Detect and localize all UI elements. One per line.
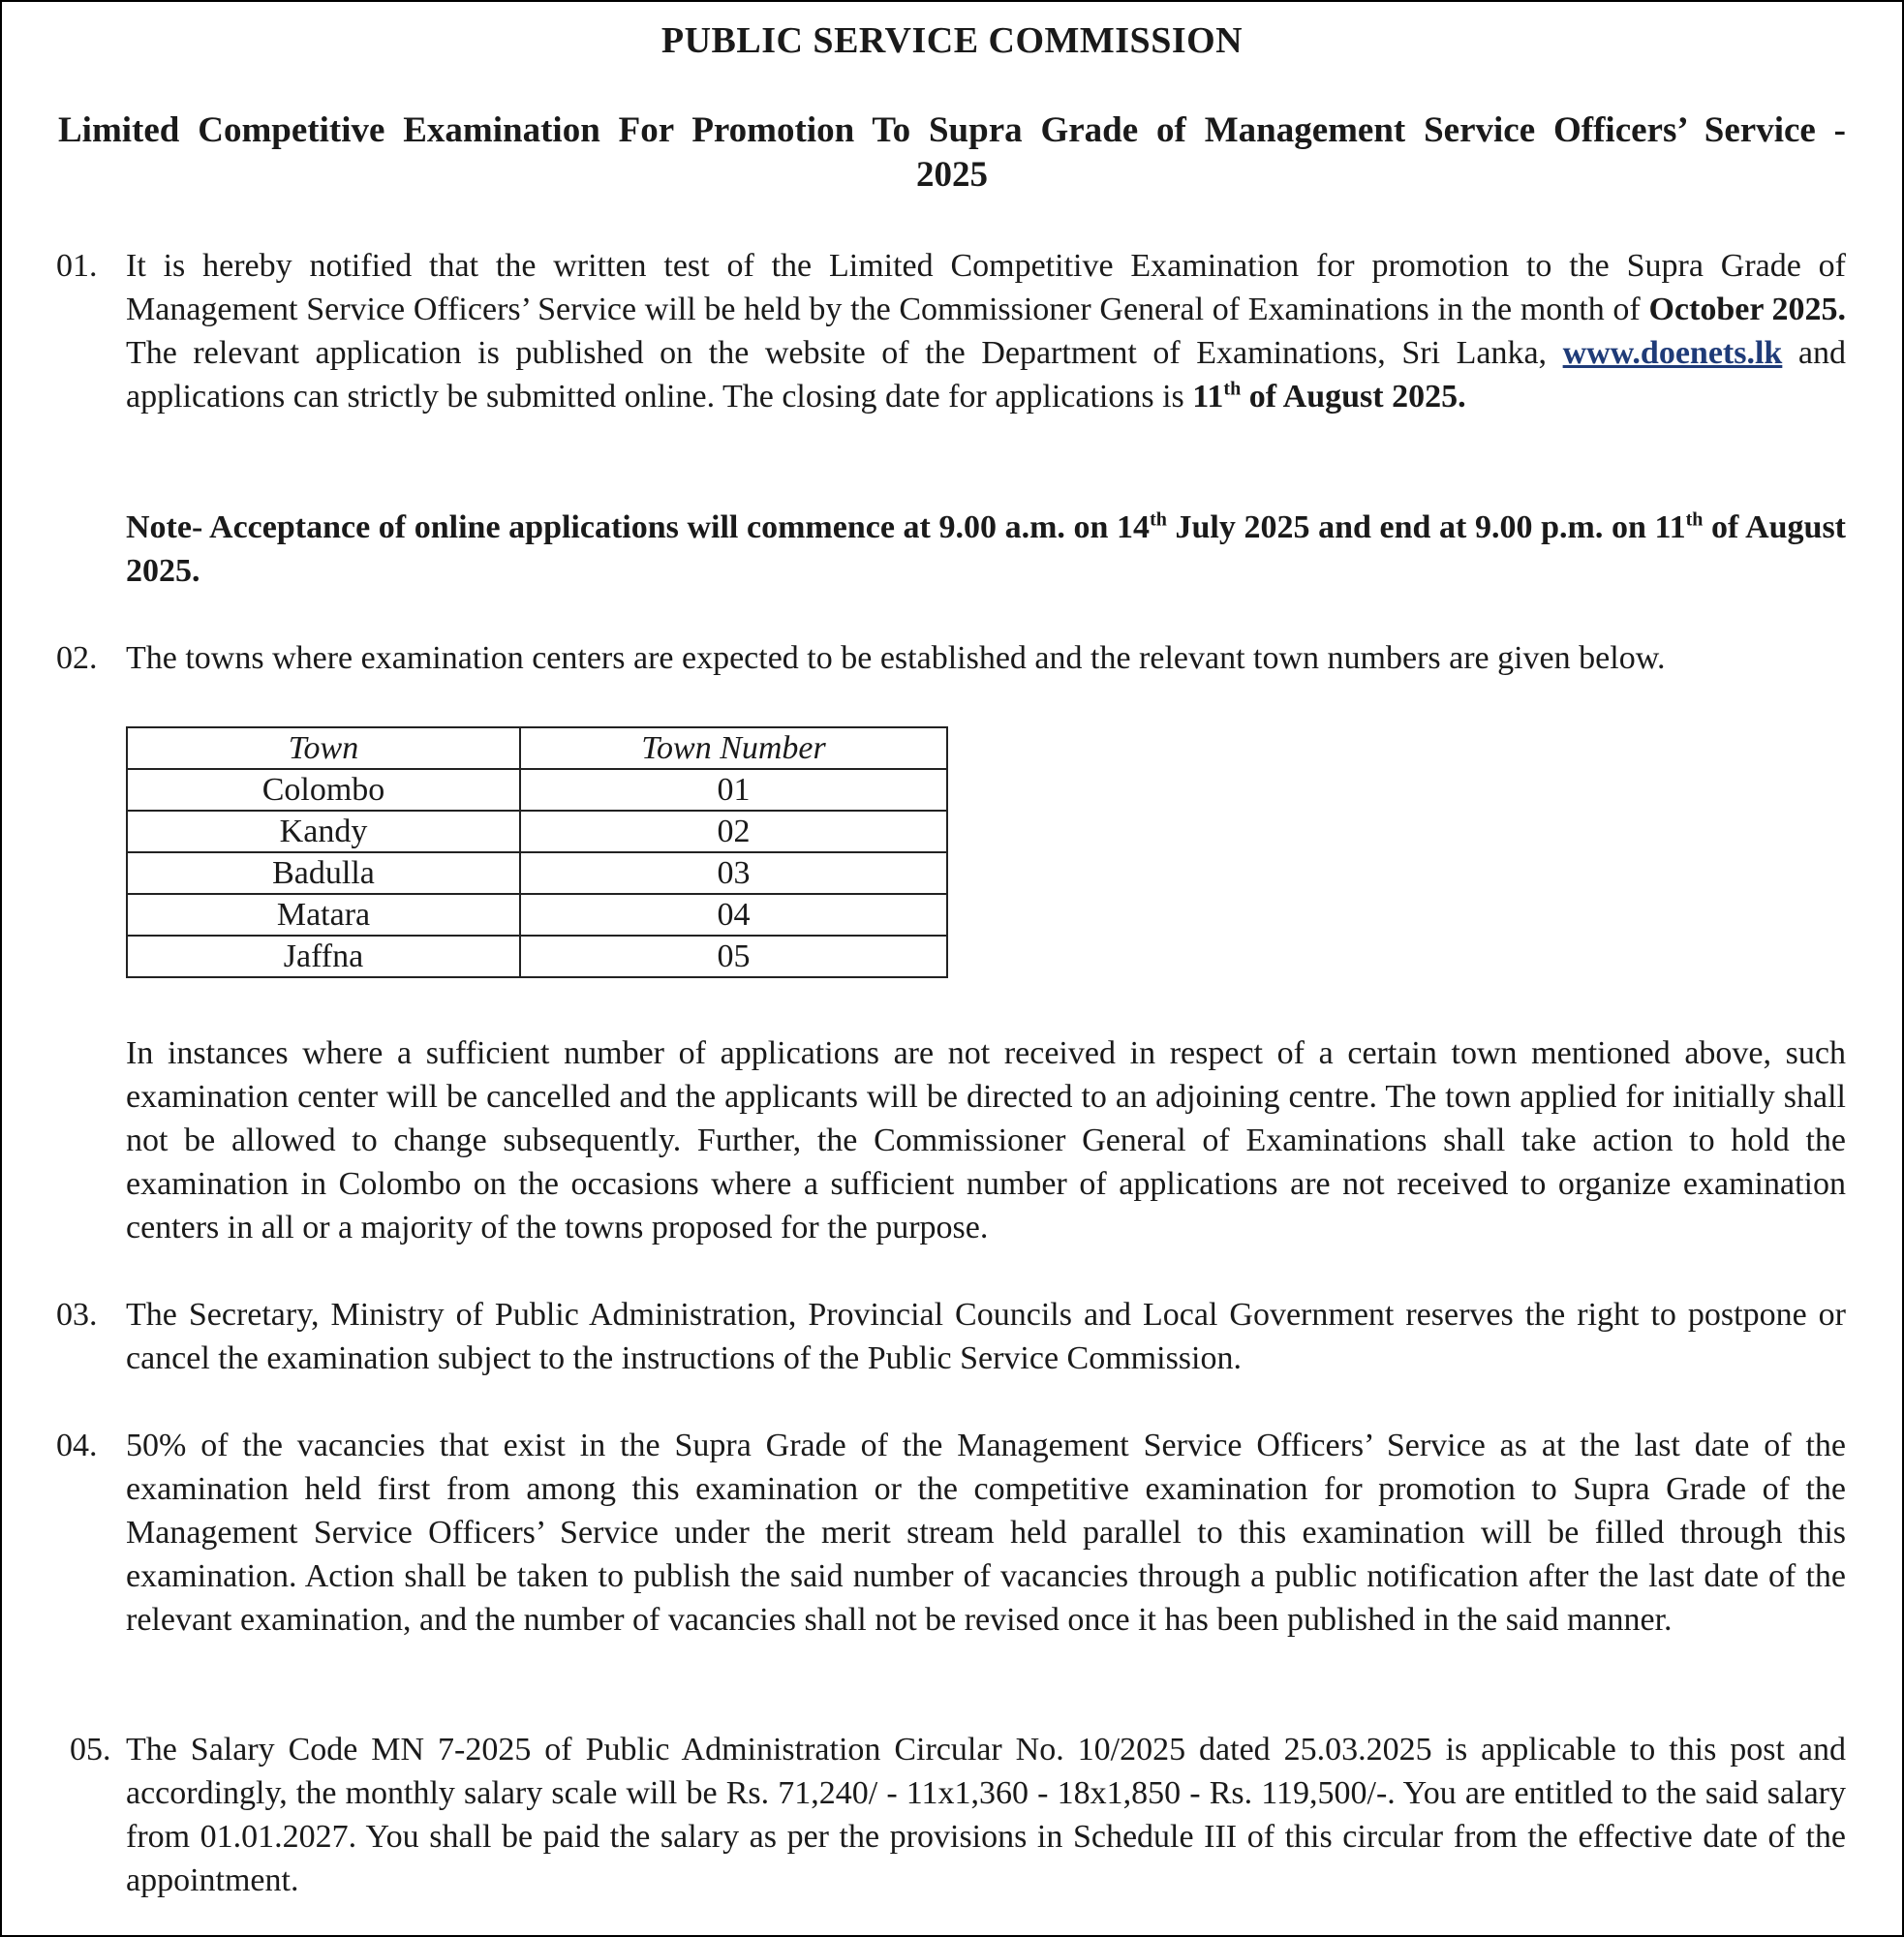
town-name: Kandy xyxy=(127,811,520,852)
table-row xyxy=(127,936,947,977)
closing-rest: of August 2025. xyxy=(1241,379,1466,415)
note-text: July 2025 and end at 9.00 p.m. on 11 xyxy=(1166,509,1686,545)
closing-day: 11 xyxy=(1192,379,1224,415)
town-number: 02 xyxy=(520,811,947,852)
table-row xyxy=(127,894,947,936)
town-number: 05 xyxy=(520,936,947,977)
page-subtitle: Limited Competitive Examination For Promotion To Supra Grade of Management Service Officers’ Service - 2025 xyxy=(58,110,1846,195)
closing-date xyxy=(1192,379,1465,415)
section-text: It is hereby notified that the written test of the Limited Competitive Examination for promotion to the Supra Grade of Management Service Officers’ Service will be held by the Commissioner General of Examinations in the month of xyxy=(126,248,1846,327)
table-header-row xyxy=(127,727,947,769)
town-name: Badulla xyxy=(127,852,520,894)
section-text: The relevant application is published on the website of the Department of Examinations, Sri Lanka, xyxy=(126,335,1563,371)
section-text: The Secretary, Ministry of Public Administration, Provincial Councils and Local Government reserves the right to postpone or cancel the examination subject to the instructions of the Public Service Commission. xyxy=(126,1297,1846,1376)
table-row xyxy=(127,811,947,852)
section-number: 01. xyxy=(56,248,98,284)
note-text: Note- Acceptance of online applications will commence at 9.00 a.m. on 14 xyxy=(126,509,1151,545)
page-title: PUBLIC SERVICE COMMISSION xyxy=(660,20,1244,61)
table-row xyxy=(127,769,947,811)
section-03 xyxy=(56,1293,1846,1380)
town-number: 03 xyxy=(520,852,947,894)
town-number: 01 xyxy=(520,769,947,811)
table-row xyxy=(127,852,947,894)
towns-table xyxy=(126,726,948,978)
section-number: 05. xyxy=(70,1732,111,1768)
exam-month: October 2025. xyxy=(1648,292,1846,327)
column-header-town: Town xyxy=(127,727,520,769)
website-link[interactable]: www.doenets.lk xyxy=(1562,335,1783,371)
section-02 xyxy=(56,636,1863,680)
section-number: 04. xyxy=(56,1428,98,1463)
column-header-town-number: Town Number xyxy=(520,727,947,769)
section-02-continued xyxy=(126,1031,1846,1249)
note-text: of August 2025. xyxy=(126,509,1846,589)
section-text: 50% of the vacancies that exist in the Supra Grade of the Management Service Officers’ Service as at the last date of the examination held first from among this examination or the competitive examination for promotion to Supra Grade of the Management Service Officers’ Service under the merit stream held parallel to this examination will be filled through this examination. Action shall be taken to publish the said number of vacancies through a public notification after the last date of the relevant examination, and the number of vacancies shall not be revised once it has been published in the said manner. xyxy=(126,1428,1846,1638)
section-05 xyxy=(70,1728,1846,1902)
section-text: In instances where a sufficient number of applications are not received in respect of a certain town mentioned above, such examination center will be cancelled and the applicants will be directed to an adjoining centre. The town applied for initially shall not be allowed to change subsequently. Further, the Commissioner General of Examinations shall take action to hold the examination in Colombo on the occasions where a sufficient number of applications are not received to organize examination centers in all or a majority of the towns proposed for the purpose. xyxy=(126,1035,1846,1245)
town-number: 04 xyxy=(520,894,947,936)
closing-sup: th xyxy=(1223,378,1242,400)
note-sup: th xyxy=(1150,508,1167,531)
section-text: The Salary Code MN 7-2025 of Public Administration Circular No. 10/2025 dated 25.03.2025 is applicable to this post and accordingly, the monthly salary scale will be Rs. 71,240/ - 11x1,360 - 18x1,850 - Rs. 119,500/-. You are entitled to the said salary from 01.01.2027. You shall be paid the salary as per the provisions in Schedule III of this circular from the effective date of the appointment. xyxy=(126,1732,1846,1898)
section-01-note xyxy=(126,506,1846,593)
section-number: 02. xyxy=(56,640,98,676)
section-04 xyxy=(56,1424,1846,1642)
section-number: 03. xyxy=(56,1297,98,1333)
town-name: Jaffna xyxy=(127,936,520,977)
town-name: Colombo xyxy=(127,769,520,811)
town-name: Matara xyxy=(127,894,520,936)
section-text: The towns where examination centers are expected to be established and the relevant town numbers are given below. xyxy=(126,640,1666,676)
note-sup: th xyxy=(1685,508,1704,531)
section-text: and applications can strictly be submitted online. The closing date for applications is xyxy=(126,335,1846,415)
section-01 xyxy=(56,244,1846,418)
